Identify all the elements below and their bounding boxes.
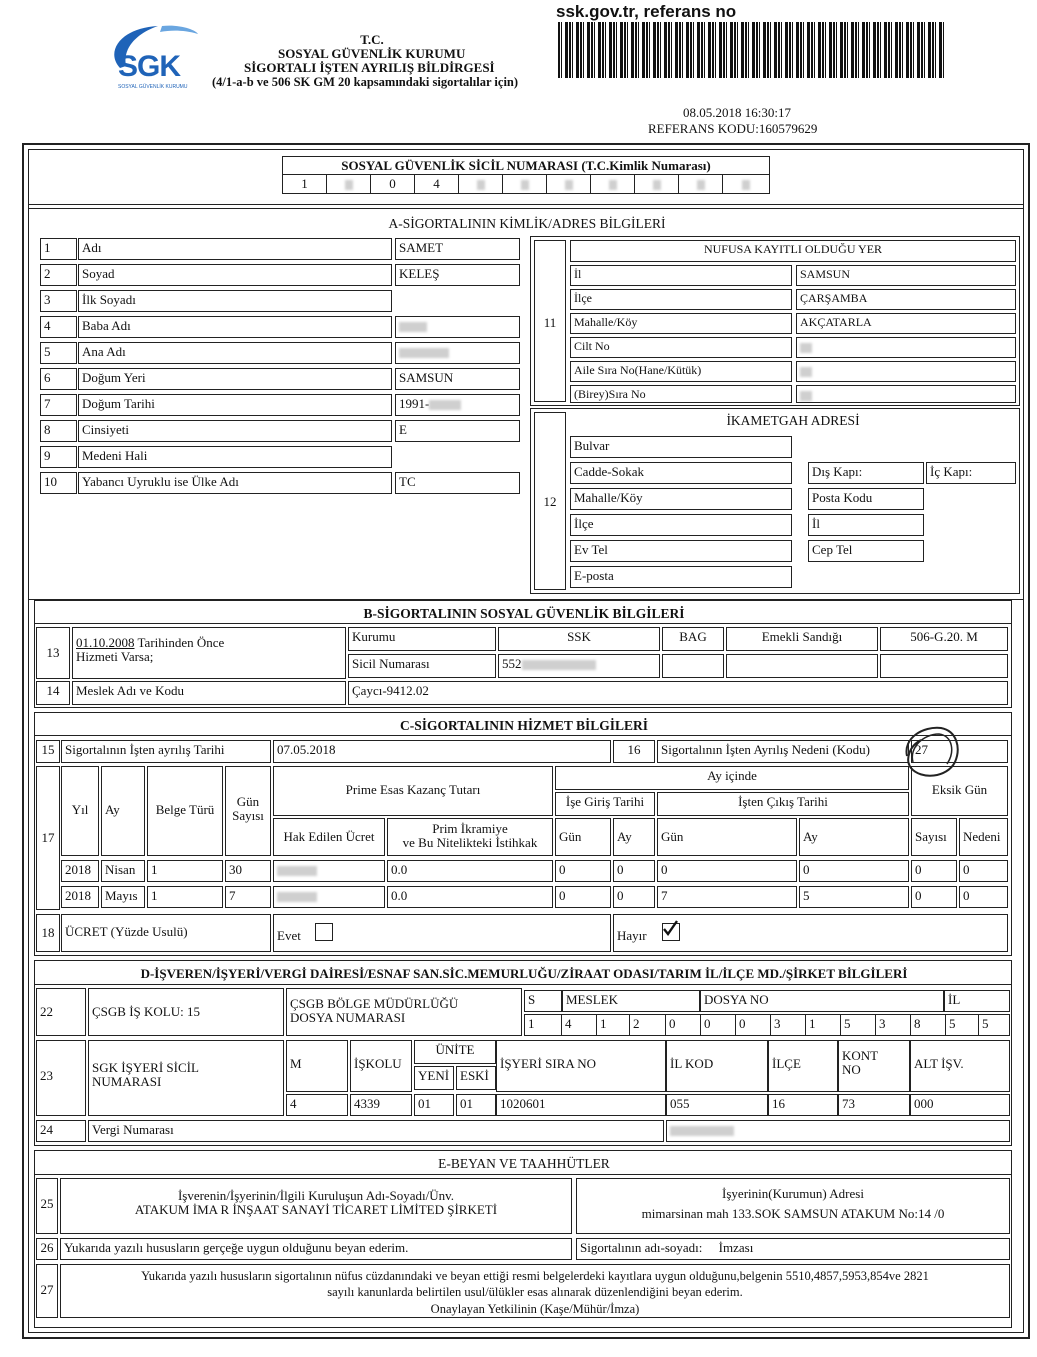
logo-subtext: SOSYAL GÜVENLİK KURUMU xyxy=(118,84,188,90)
col-ay-icinde: Ay içinde xyxy=(555,766,909,790)
checkmark-icon xyxy=(661,920,679,938)
table-row-2-g-ay: 0 xyxy=(613,886,655,908)
section-e-title-rule xyxy=(34,1174,1012,1176)
ikametgah-il: İl xyxy=(808,514,924,536)
sigortali-imza-cell xyxy=(576,1238,1010,1260)
kurum-bag: BAG xyxy=(662,627,724,651)
col-eksik-gun: Eksik Gün xyxy=(911,766,1008,816)
tc-digit: 1 xyxy=(282,174,327,194)
dosya-digit: 1 xyxy=(524,1014,562,1036)
onay-cell xyxy=(60,1264,1010,1318)
col-sayisi-label: Sayısı xyxy=(232,808,264,824)
ikametgah-mahalle: Mahalle/Köy xyxy=(570,488,792,510)
section-e-title: E-BEYAN VE TAAHHÜTLER xyxy=(438,1156,610,1171)
ayrilis-nedeni-label: Sigortalının İşten Ayrılış Nedeni (Kodu) xyxy=(657,740,909,763)
table-row-2-prim: 0.0 xyxy=(387,886,553,908)
adres-label: İşyerinin(Kurumun) Adresi xyxy=(722,1186,864,1201)
sicil-h-m: M xyxy=(286,1040,348,1092)
nufus-label-cilt: Cilt No xyxy=(570,337,792,358)
vergi-value xyxy=(666,1120,1010,1142)
ayrilis-tarihi-label: Sigortalının İşten ayrılış Tarihi xyxy=(61,740,271,763)
sicil-v-eski: 01 xyxy=(456,1094,496,1116)
ikametgah-ic-kapi: İç Kapı: xyxy=(926,462,1016,484)
dosya-digit: 0 xyxy=(700,1014,736,1036)
row-label-ulke: Yabancı Uyruklu ise Ülke Adı xyxy=(78,472,392,494)
table-row-1-g-gun: 0 xyxy=(555,860,611,882)
nufus-value-ilce: ÇARŞAMBA xyxy=(796,289,1016,310)
col-giris-ay: Ay xyxy=(613,818,655,856)
barcode-caption: ssk.gov.tr, referans no xyxy=(556,2,737,21)
tc-digit xyxy=(458,174,503,194)
section-d-title: D-İŞVEREN/İŞYERİ/VERGİ DAİRESİ/ESNAF SAN.SİC.MEMURLUĞU/ZİRAAT ODASI/TARIM İL/İLÇE MD./ŞİRKET BİLGİLERİ xyxy=(140,966,908,981)
ikametgah-bulvar: Bulvar xyxy=(570,436,792,458)
row-15-no: 15 xyxy=(36,740,60,763)
dosya-digit: 0 xyxy=(665,1014,701,1036)
section-b-title: B-SİGORTALININ SOSYAL GÜVENLİK BİLGİLERİ xyxy=(363,606,685,621)
tc-digit xyxy=(546,174,591,194)
evet-label: Evet xyxy=(277,928,301,943)
row-label-dogum-yeri: Doğum Yeri xyxy=(78,368,392,390)
header-tc: T.C. xyxy=(360,32,384,47)
table-row-2-g-gun: 0 xyxy=(555,886,611,908)
row-13-no: 13 xyxy=(36,627,70,679)
dosya-digit: 0 xyxy=(735,1014,771,1036)
section-c-title: C-SİGORTALININ HİZMET BİLGİLERİ xyxy=(399,718,649,733)
table-row-1-ay: Nisan xyxy=(101,860,145,882)
row-no: 5 xyxy=(40,342,77,364)
col-prime-esas: Prime Esas Kazanç Tutarı xyxy=(273,766,553,816)
tc-digits xyxy=(282,174,770,194)
isveren-label: İşverenin/İşyerinin/İlgili Kuruluşun Adı-Soyadı/Ünv. xyxy=(177,1188,455,1203)
row-label-adi: Adı xyxy=(78,238,392,260)
ikametgah-dis-kapi: Dış Kapı: xyxy=(808,462,924,484)
row-label-baba-adi: Baba Adı xyxy=(78,316,392,338)
hayir-checkbox[interactable] xyxy=(662,923,680,941)
col-yil: Yıl xyxy=(61,766,99,856)
barcode xyxy=(558,22,944,78)
tc-digit: 0 xyxy=(370,174,415,194)
section-a-title: A-SİGORTALININ KİMLİK/ADRES BİLGİLERİ xyxy=(388,216,666,231)
table-row-2-e-neden: 0 xyxy=(959,886,1008,908)
nufus-value-birey-sira xyxy=(796,385,1016,403)
sicil-h-eski: ESKİ xyxy=(456,1066,496,1090)
col-giris-gun: Gün xyxy=(555,818,611,856)
vergi-label: Vergi Numarası xyxy=(88,1120,664,1142)
row-17-no: 17 xyxy=(36,766,60,910)
nufus-label-birey-sira: (Birey)Sıra No xyxy=(570,385,792,403)
onay-text-3: Onaylayan Yetkilinin (Kaşe/Mühür/İmza) xyxy=(430,1301,640,1316)
isyeri-sicil-label xyxy=(88,1040,284,1116)
col-cikis-gun: Gün xyxy=(657,818,797,856)
hizmet-oncesi-text2: Hizmeti Varsa; xyxy=(76,649,154,665)
tc-digit xyxy=(502,174,547,194)
row-14-no: 14 xyxy=(36,681,70,705)
sicil-bag xyxy=(662,654,724,678)
section-d-title-rule xyxy=(34,984,1012,986)
row-value-dogum-tarihi xyxy=(395,394,520,416)
hizmet-oncesi-label xyxy=(72,627,346,679)
col-ise-giris: İşe Giriş Tarihi xyxy=(555,792,655,816)
row-no: 7 xyxy=(40,394,77,416)
table-row-2-e-sayi: 0 xyxy=(911,886,957,908)
kurum-ssk: SSK xyxy=(498,627,660,651)
tc-digit xyxy=(634,174,679,194)
row-16-no: 16 xyxy=(613,740,655,763)
nufus-title: NUFUSA KAYITLI OLDUĞU YER xyxy=(570,240,1016,262)
kurum-g20: 506-G.20. M xyxy=(880,627,1008,651)
table-row-2-c-ay: 5 xyxy=(799,886,909,908)
table-row-1-e-neden: 0 xyxy=(959,860,1008,882)
reference-code: REFERANS KODU:160579629 xyxy=(648,121,818,136)
row-label-dogum-tarihi: Doğum Tarihi xyxy=(78,394,392,416)
nufus-value-il: SAMSUN xyxy=(796,265,1016,286)
row-25-no: 25 xyxy=(36,1178,58,1234)
nufus-label-il: İl xyxy=(570,265,792,286)
imza-label: İmzası xyxy=(718,1240,754,1255)
dosya-digit: 1 xyxy=(596,1014,630,1036)
logo-text: SGK xyxy=(118,50,181,83)
row-label-medeni-hali: Medeni Hali xyxy=(78,446,392,468)
row-24-no: 24 xyxy=(36,1120,86,1142)
print-datetime: 08.05.2018 16:30:17 xyxy=(683,105,791,120)
sigortali-label: Sigortalının adı-soyadı: xyxy=(580,1240,703,1255)
table-row-2-ay: Mayıs xyxy=(101,886,145,908)
beyan-text: Yukarıda yazılı hususların gerçeğe uygun olduğunu beyan ederim. xyxy=(60,1238,572,1260)
sicil-v-sira: 1020601 xyxy=(496,1094,666,1116)
nufus-value-aile-sira xyxy=(796,361,1016,382)
sicil-v-ilkod: 055 xyxy=(666,1094,768,1116)
row-no: 2 xyxy=(40,264,77,286)
sicil-h-iskolu: İŞKOLU xyxy=(350,1040,412,1092)
meslek-value: Çaycı-9412.02 xyxy=(348,681,1008,705)
hayir-label: Hayır xyxy=(617,928,647,943)
col-isten-cikis: İşten Çıkış Tarihi xyxy=(657,792,909,816)
row-label-ilk-soyadi: İlk Soyadı xyxy=(78,290,392,312)
nufus-block xyxy=(530,236,1020,406)
form-subtitle: (4/1-a-b ve 506 SK GM 20 kapsamındaki sigortalılar için) xyxy=(212,75,519,89)
sgk-logo xyxy=(100,22,200,94)
nufus-value-mahalle: AKÇATARLA xyxy=(796,313,1016,334)
dosya-digit: 2 xyxy=(629,1014,666,1036)
section-c-title-rule xyxy=(34,735,1012,737)
table-row-1-hak xyxy=(273,860,385,882)
row-value-ulke: TC xyxy=(395,472,520,494)
dosya-h-meslek: MESLEK xyxy=(562,990,700,1012)
row-value-baba-adi xyxy=(395,316,520,338)
kurumu-label: Kurumu xyxy=(348,627,496,651)
hizmet-oncesi-date: 01.10.2008 xyxy=(76,635,135,650)
form-title: SİGORTALI İŞTEN AYRILIŞ BİLDİRGESİ xyxy=(244,60,495,75)
dosya-h-s: S xyxy=(524,990,562,1012)
table-row-1-belge: 1 xyxy=(147,860,223,882)
row-label-ana-adi: Ana Adı xyxy=(78,342,392,364)
dosya-h-il: İL xyxy=(944,990,1010,1012)
tc-digit xyxy=(722,174,770,194)
sicil-emekli xyxy=(726,654,878,678)
col-prim-label: Prim İkramiye xyxy=(432,821,508,836)
nufus-value-cilt xyxy=(796,337,1016,358)
bolge-label-1: ÇSGB BÖLGE MÜDÜRLÜĞÜ xyxy=(290,996,459,1011)
evet-checkbox[interactable] xyxy=(315,923,333,941)
sicil-h-ilkod: İL KOD xyxy=(666,1040,768,1092)
sicil-v-iskolu: 4339 xyxy=(350,1094,412,1116)
nufus-label-ilce: İlçe xyxy=(570,289,792,310)
adres-value: mimarsinan mah 133.SOK SAMSUN ATAKUM No:14 /0 xyxy=(641,1206,945,1222)
table-row-1-e-sayi: 0 xyxy=(911,860,957,882)
row-26-no: 26 xyxy=(36,1238,58,1260)
iskolu-label: ÇSGB İŞ KOLU: 15 xyxy=(88,988,284,1036)
table-row-1-c-ay: 0 xyxy=(799,860,909,882)
ayrilis-tarihi-value: 07.05.2018 xyxy=(273,740,611,763)
row-22-no: 22 xyxy=(36,988,86,1036)
sicil-h-kont-2: NO xyxy=(842,1062,861,1078)
sicil-h-kont-1: KONT xyxy=(842,1048,879,1063)
kurum-emekli: Emekli Sandığı xyxy=(726,627,878,651)
nufus-no: 11 xyxy=(534,240,566,402)
row-value-adi: SAMET xyxy=(395,238,520,260)
dosya-h-dosya: DOSYA NO xyxy=(700,990,944,1012)
sicil-v-yeni: 01 xyxy=(414,1094,454,1116)
sicil-v-kont: 73 xyxy=(838,1094,910,1116)
table-row-1-g-ay: 0 xyxy=(613,860,655,882)
table-row-2-hak xyxy=(273,886,385,908)
sicil-prefix: 552 xyxy=(502,656,522,671)
col-cikis-ay: Ay xyxy=(799,818,909,856)
row-18-no: 18 xyxy=(36,914,60,952)
nufus-label-mahalle: Mahalle/Köy xyxy=(570,313,792,334)
tc-digit xyxy=(326,174,371,194)
dosya-digit: 4 xyxy=(561,1014,597,1036)
row-23-no: 23 xyxy=(36,1040,86,1116)
ikametgah-ilce: İlçe xyxy=(570,514,792,536)
sicil-v-alt: 000 xyxy=(910,1094,1010,1116)
row-value-cinsiyeti: E xyxy=(395,420,520,442)
tc-section xyxy=(28,149,1024,205)
table-row-1-yil: 2018 xyxy=(61,860,99,882)
isyeri-sicil-label-2: NUMARASI xyxy=(92,1074,162,1090)
sicil-h-alt: ALT İŞV. xyxy=(910,1040,1010,1092)
meslek-label: Meslek Adı ve Kodu xyxy=(72,681,346,705)
ikametgah-cep-tel: Cep Tel xyxy=(808,540,924,562)
table-row-2-belge: 1 xyxy=(147,886,223,908)
col-prim-label2: ve Bu Nitelikteki İstihkak xyxy=(402,835,538,851)
row-no: 8 xyxy=(40,420,77,442)
row-no: 3 xyxy=(40,290,77,312)
ikametgah-posta-kodu: Posta Kodu xyxy=(808,488,924,510)
col-hak-edilen: Hak Edilen Ücret xyxy=(273,818,385,856)
row-label-cinsiyeti: Cinsiyeti xyxy=(78,420,392,442)
dosya-digit: 8 xyxy=(910,1014,946,1036)
ikametgah-evtel: Ev Tel xyxy=(570,540,792,562)
col-ay: Ay xyxy=(101,766,145,856)
header-org: SOSYAL GÜVENLİK KURUMU xyxy=(278,46,466,61)
bolge-label-2: DOSYA NUMARASI xyxy=(290,1010,406,1026)
tc-digit xyxy=(590,174,635,194)
row-no: 1 xyxy=(40,238,77,260)
ikametgah-block xyxy=(530,408,1020,594)
col-gun-sayisi xyxy=(225,766,271,856)
ikametgah-title: İKAMETGAH ADRESİ xyxy=(726,413,860,428)
dosya-digit: 3 xyxy=(770,1014,806,1036)
nufus-label-aile-sira: Aile Sıra No(Hane/Kütük) xyxy=(570,361,792,382)
ikametgah-cadde: Cadde-Sokak xyxy=(570,462,792,484)
sicil-h-kont xyxy=(838,1040,910,1092)
col-eksik-sayisi: Sayısı xyxy=(911,818,957,856)
tc-digit xyxy=(678,174,723,194)
dosya-digit: 3 xyxy=(875,1014,911,1036)
dosya-digit: 1 xyxy=(805,1014,841,1036)
table-row-1-prim: 0.0 xyxy=(387,860,553,882)
row-no: 4 xyxy=(40,316,77,338)
col-belge: Belge Türü xyxy=(147,766,223,856)
sicil-v-m: 4 xyxy=(286,1094,348,1116)
isyeri-sicil-label-1: SGK İŞYERİ SİCİL xyxy=(92,1060,199,1075)
tc-title: SOSYAL GÜVENLİK SİCİL NUMARASI (T.C.Kimlik Numarası) xyxy=(282,156,770,175)
row-value-dogum-yeri: SAMSUN xyxy=(395,368,520,390)
col-gun-label: Gün xyxy=(236,794,260,809)
isveren-cell xyxy=(60,1178,572,1234)
sicil-h-ilce: İLÇE xyxy=(768,1040,838,1092)
tc-digit: 4 xyxy=(414,174,459,194)
sicil-h-sira: İŞYERİ SIRA NO xyxy=(496,1040,666,1092)
adres-cell xyxy=(576,1178,1010,1234)
sicil-ssk xyxy=(498,654,660,678)
onay-text-1: Yukarıda yazılı hususların sigortalının nüfus cüzdanındaki ve beyan ettiği resmi belgelerdeki kayıtlara uygun olduğunu,belgenin 5510,4857,5953,854ve 2821 xyxy=(141,1269,929,1283)
ucret-label: ÜCRET (Yüzde Usulü) xyxy=(61,914,271,952)
birth-year: 1991- xyxy=(399,396,430,411)
table-row-2-gun: 7 xyxy=(225,886,271,908)
row-no: 6 xyxy=(40,368,77,390)
row-no: 10 xyxy=(40,472,77,494)
dosya-digit: 5 xyxy=(840,1014,876,1036)
identity-table xyxy=(40,238,520,500)
sicil-h-yeni: YENİ xyxy=(414,1066,454,1090)
ikametgah-eposta: E-posta xyxy=(570,566,792,588)
table-row-2-yil: 2018 xyxy=(61,886,99,908)
dosya-digit: 5 xyxy=(945,1014,979,1036)
row-value-soyad: KELEŞ xyxy=(395,264,520,286)
isveren-value: ATAKUM İMA R İNŞAAT SANAYİ TİCARET LİMİTED ŞİRKETİ xyxy=(134,1202,498,1218)
dosya-digit: 5 xyxy=(978,1014,1010,1036)
hizmet-oncesi-text: Tarihinden Önce xyxy=(134,635,225,650)
table-row-1-c-gun: 0 xyxy=(657,860,797,882)
row-27-no: 27 xyxy=(36,1264,58,1318)
sicil-label: Sicil Numarası xyxy=(348,654,496,678)
table-row-2-c-gun: 7 xyxy=(657,886,797,908)
ikametgah-no: 12 xyxy=(534,412,566,590)
sicil-h-unite: ÜNİTE xyxy=(414,1040,496,1064)
section-b-title-rule xyxy=(34,623,1012,625)
row-value-ana-adi xyxy=(395,342,520,364)
col-prim-ikramiye xyxy=(387,818,553,856)
row-label-soyad: Soyad xyxy=(78,264,392,286)
sicil-g20 xyxy=(880,654,1008,678)
row-no: 9 xyxy=(40,446,77,468)
bolge-label xyxy=(286,988,522,1036)
onay-text-2: sayılı kanunlarda belirtilen usul/ülükler esas alınarak düzenlendiğini beyan ederim. xyxy=(327,1285,743,1300)
dosya-digits xyxy=(524,1014,1010,1036)
ayrilis-nedeni-value: 27 xyxy=(911,740,1008,763)
col-eksik-nedeni: Nedeni xyxy=(959,818,1008,856)
sicil-v-ilce: 16 xyxy=(768,1094,838,1116)
table-row-1-gun: 30 xyxy=(225,860,271,882)
